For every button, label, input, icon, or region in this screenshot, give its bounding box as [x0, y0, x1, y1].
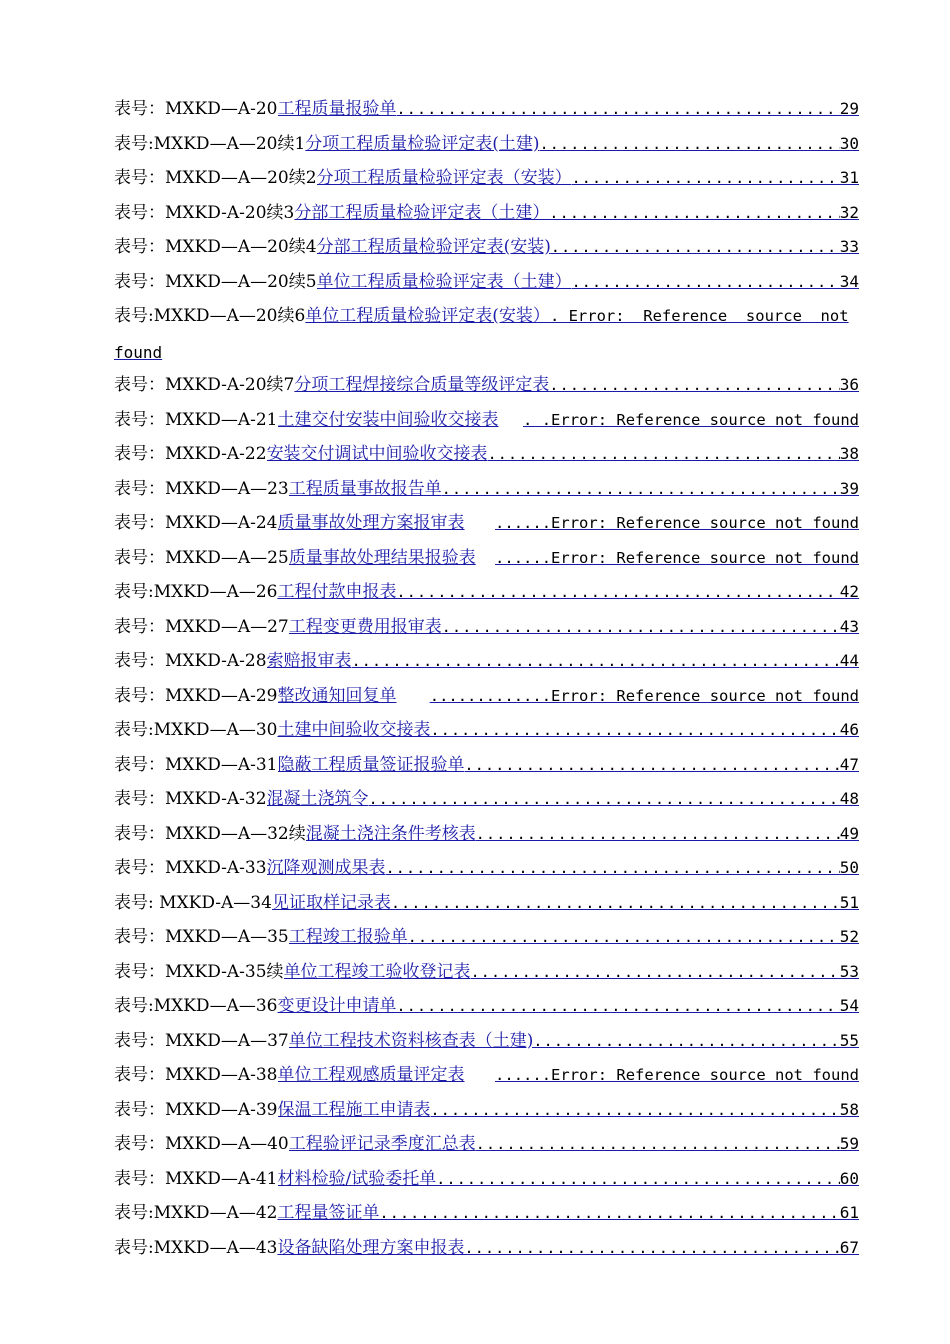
- toc-link[interactable]: [284, 957, 859, 982]
- toc-entry: [114, 819, 859, 854]
- reference-error-continued[interactable]: found: [114, 342, 163, 362]
- reference-error: ......Error: Reference source not found: [495, 514, 859, 532]
- page-number: 46: [839, 720, 859, 739]
- toc-entry: [114, 922, 859, 957]
- dot-leader: [369, 790, 840, 808]
- toc-entry: [114, 784, 859, 819]
- reference-error: . Error: Reference source not: [549, 307, 849, 325]
- toc-link[interactable]: [278, 1095, 860, 1120]
- dot-leader: [551, 238, 840, 256]
- table-code: 表号：MXKD—A-24: [114, 513, 278, 533]
- dot-leader: [471, 963, 840, 981]
- table-code: 表号：MXKD—A-20: [114, 99, 278, 119]
- table-code: 表号：MXKD—A-29: [114, 685, 278, 706]
- toc-link[interactable]: [267, 784, 859, 809]
- page-number: 30: [839, 133, 859, 153]
- toc-entry: [114, 1198, 859, 1233]
- entry-title: 分项工程焊接综合质量等级评定表: [294, 375, 550, 395]
- toc-entry: [114, 1060, 859, 1095]
- toc-entry: [114, 991, 859, 1026]
- continuation-line: [114, 336, 859, 371]
- page-number: 48: [839, 789, 859, 808]
- entry-title: 单位工程技术资料核查表（土建): [288, 1030, 534, 1051]
- table-code: 表号：MXKD-A-33: [114, 858, 267, 878]
- page-number: 59: [839, 1134, 859, 1153]
- dot-leader: [549, 204, 839, 222]
- toc-link[interactable]: [277, 1198, 859, 1223]
- table-code: 表号：MXKD-A-20续7: [114, 375, 295, 395]
- toc-entry: [114, 474, 859, 509]
- toc-entry: [114, 1026, 859, 1061]
- dot-leader: [476, 1135, 840, 1153]
- page-number: 34: [839, 271, 859, 291]
- table-code: 表号：MXKD-A-20续3: [114, 202, 295, 223]
- table-code: 表号:MXKD—A—42: [114, 1203, 278, 1223]
- entry-title: 材料检验/试验委托单: [277, 1168, 437, 1189]
- entry-title: 分项工程质量检验评定表(土建): [305, 133, 540, 154]
- toc-link[interactable]: [294, 370, 859, 395]
- reference-error: . .Error: Reference source not found: [523, 410, 859, 429]
- page-number: 55: [839, 1030, 859, 1050]
- page-number: 54: [839, 996, 859, 1015]
- entry-title: 分部工程质量检验评定表(安装): [316, 237, 551, 257]
- table-code: 表号:MXKD—A—43: [114, 1237, 278, 1258]
- dot-leader: [464, 1239, 839, 1257]
- entry-title: 见证取样记录表: [271, 892, 391, 913]
- page-number: 31: [839, 168, 859, 187]
- page-number: 43: [839, 616, 859, 636]
- entry-title: 单位工程质量检验评定表(安装）: [305, 306, 550, 326]
- page-number: 33: [839, 237, 859, 256]
- entry-title: 单位工程质量检验评定表（土建）: [316, 271, 572, 292]
- toc-link[interactable]: [289, 1129, 859, 1154]
- entry-title: 沉降观测成果表: [266, 858, 386, 878]
- page-number: 61: [839, 1203, 859, 1222]
- toc-link[interactable]: [277, 1233, 859, 1258]
- entry-title: 隐蔽工程质量签证报验单: [277, 754, 465, 775]
- toc-entry: [114, 508, 859, 543]
- table-code: 表号：MXKD—A—20续2: [114, 168, 317, 188]
- entry-title: 质量事故处理方案报审表: [277, 513, 465, 533]
- toc-entry: [114, 129, 859, 164]
- dot-leader: [408, 928, 840, 946]
- dot-leader: [379, 1204, 839, 1222]
- table-code: 表号:MXKD—A—20续6: [114, 306, 306, 326]
- toc-entry: [114, 232, 859, 267]
- dot-leader: [488, 445, 840, 463]
- toc-link[interactable]: [267, 646, 859, 671]
- toc-entry: [114, 715, 859, 750]
- toc-link[interactable]: [305, 129, 859, 154]
- page-number: 47: [839, 754, 859, 774]
- table-code: 表号：MXKD-A-35续: [114, 961, 284, 982]
- table-code: 表号:MXKD—A—30: [114, 720, 278, 740]
- entry-title: 整改通知回复单: [277, 685, 397, 706]
- dot-leader: [396, 997, 839, 1015]
- page-number: 60: [839, 1168, 859, 1188]
- reference-error: .............Error: Reference source not found: [429, 686, 859, 705]
- table-code: 表号：MXKD—A-38: [114, 1065, 278, 1085]
- table-code: 表号：MXKD—A—20续5: [114, 271, 317, 292]
- toc-link[interactable]: [305, 301, 859, 326]
- table-code: 表号：MXKD—A—35: [114, 927, 289, 947]
- entry-title: 混凝土浇注条件考核表: [305, 823, 476, 844]
- page-number: 58: [839, 1099, 859, 1119]
- dot-leader: [442, 618, 840, 636]
- toc-link[interactable]: [278, 1164, 860, 1189]
- dot-leader: [442, 480, 840, 498]
- dot-leader: [572, 273, 840, 291]
- table-code: 表号：MXKD—A—20续4: [114, 237, 317, 257]
- toc-link[interactable]: [278, 750, 860, 775]
- dot-leader: [540, 135, 840, 153]
- entry-title: 变更设计申请单: [277, 996, 397, 1016]
- toc-link[interactable]: [294, 198, 859, 223]
- toc-entry: [114, 543, 859, 578]
- entry-title: 土建中间验收交接表: [277, 720, 431, 740]
- entry-title: 工程量签证单: [277, 1203, 380, 1223]
- dot-leader: [431, 1101, 840, 1119]
- toc-link[interactable]: [317, 163, 859, 188]
- entry-title: 工程验评记录季度汇总表: [288, 1134, 476, 1154]
- toc-link[interactable]: [277, 577, 859, 602]
- toc-entry: [114, 301, 859, 336]
- toc-entry: [114, 405, 859, 440]
- entry-title: 工程竣工报验单: [288, 927, 408, 947]
- table-code: 表号：MXKD—A-39: [114, 1099, 278, 1120]
- entry-title: 混凝土浇筑令: [266, 789, 369, 809]
- toc-entry: [114, 957, 859, 992]
- table-code: 表号：MXKD-A-32: [114, 789, 267, 809]
- toc-entry: [114, 681, 859, 716]
- page-number: 39: [839, 478, 859, 498]
- dot-leader: [391, 894, 840, 912]
- entry-title: 土建交付安装中间验收交接表: [277, 409, 499, 430]
- entry-title: 索赔报审表: [266, 651, 352, 671]
- entry-title: 分部工程质量检验评定表（土建）: [294, 202, 550, 223]
- table-code: 表号:MXKD—A—20续1: [114, 133, 306, 154]
- toc-entry: [114, 646, 859, 681]
- entry-title: 质量事故处理结果报验表: [288, 547, 476, 568]
- table-code: 表号：MXKD—A—40: [114, 1134, 289, 1154]
- toc-entry: [114, 1164, 859, 1199]
- toc-entry: [114, 750, 859, 785]
- entry-title: 工程变更费用报审表: [288, 616, 442, 637]
- toc-entry: [114, 853, 859, 888]
- dot-leader: [386, 859, 840, 877]
- table-code: 表号：MXKD—A—27: [114, 616, 289, 637]
- toc-link[interactable]: [289, 612, 859, 637]
- reference-error: ......Error: Reference source not found: [495, 548, 859, 567]
- entry-title: 保温工程施工申请表: [277, 1099, 431, 1120]
- page-number: 67: [839, 1237, 859, 1257]
- page-number: 44: [839, 651, 859, 670]
- toc-link[interactable]: [272, 888, 859, 913]
- page-number: 49: [839, 823, 859, 843]
- toc-entry: [114, 163, 859, 198]
- toc-entry: [114, 94, 859, 129]
- toc-link[interactable]: [317, 267, 859, 292]
- page-number: 36: [839, 375, 859, 394]
- toc-link[interactable]: [306, 819, 859, 844]
- toc-link[interactable]: [278, 1060, 860, 1085]
- toc-entry: [114, 888, 859, 923]
- dot-leader: [352, 652, 840, 670]
- entry-title: 工程付款申报表: [277, 582, 397, 602]
- page-number: 52: [839, 927, 859, 946]
- entry-title: 单位工程竣工验收登记表: [283, 961, 471, 982]
- toc-link[interactable]: [267, 439, 859, 464]
- page-number: 29: [839, 99, 859, 118]
- toc-entry: [114, 1129, 859, 1164]
- dot-leader: [397, 100, 840, 118]
- toc-entry: [114, 1233, 859, 1268]
- toc-link[interactable]: [278, 94, 860, 119]
- entry-title: 单位工程观感质量评定表: [277, 1065, 465, 1085]
- table-code: 表号：MXKD-A-28: [114, 651, 267, 671]
- table-code: 表号：MXKD—A—23: [114, 478, 289, 499]
- table-code: 表号:MXKD—A—26: [114, 582, 278, 602]
- dot-leader: [476, 825, 840, 843]
- toc-link[interactable]: [278, 508, 860, 533]
- entry-title: 工程质量报验单: [277, 99, 397, 119]
- page-number: 53: [839, 961, 859, 981]
- dot-leader: [436, 1170, 840, 1188]
- toc-link[interactable]: [289, 1026, 859, 1051]
- table-code: 表号: MXKD-A—34: [114, 892, 272, 913]
- entry-title: 安装交付调试中间验收交接表: [266, 444, 488, 464]
- table-code: 表号:MXKD—A—36: [114, 996, 278, 1016]
- table-code: 表号：MXKD—A-41: [114, 1168, 278, 1189]
- entry-title: 工程质量事故报告单: [288, 478, 442, 499]
- dot-leader: [396, 583, 839, 601]
- dot-leader: [572, 169, 840, 187]
- toc-link[interactable]: [289, 474, 859, 499]
- reference-error: ......Error: Reference source not found: [495, 1066, 859, 1084]
- dot-leader: [465, 756, 840, 774]
- toc-link[interactable]: [278, 681, 860, 706]
- toc-entry: [114, 370, 859, 405]
- toc-link[interactable]: [277, 715, 859, 740]
- entry-title: 分项工程质量检验评定表（安装）: [316, 168, 572, 188]
- table-code: 表号：MXKD—A—37: [114, 1030, 289, 1051]
- dot-leader: [533, 1032, 839, 1050]
- toc-link[interactable]: [277, 991, 859, 1016]
- toc-link[interactable]: [278, 405, 860, 430]
- toc-link[interactable]: [289, 543, 859, 568]
- toc-entry: [114, 439, 859, 474]
- dot-leader: [430, 721, 839, 739]
- entry-title: 设备缺陷处理方案申报表: [277, 1237, 465, 1258]
- toc-entry: [114, 198, 859, 233]
- dot-leader: [549, 376, 839, 394]
- toc-entry: [114, 612, 859, 647]
- table-code: 表号：MXKD-A-22: [114, 444, 267, 464]
- page-number: 50: [839, 858, 859, 877]
- page-number: 32: [839, 202, 859, 222]
- table-code: 表号：MXKD—A—25: [114, 547, 289, 568]
- toc-entry: [114, 1095, 859, 1130]
- toc-link[interactable]: [267, 853, 859, 878]
- toc-entry: [114, 267, 859, 302]
- table-of-contents: [114, 94, 859, 1267]
- toc-entry: [114, 577, 859, 612]
- page-number: 38: [839, 444, 859, 463]
- table-code: 表号：MXKD—A-21: [114, 409, 278, 430]
- toc-link[interactable]: [289, 922, 859, 947]
- page-number: 42: [839, 582, 859, 601]
- toc-link[interactable]: [317, 232, 859, 257]
- table-code: 表号：MXKD—A-31: [114, 754, 278, 775]
- table-code: 表号：MXKD—A—32续: [114, 823, 306, 844]
- page-number: 51: [839, 892, 859, 912]
